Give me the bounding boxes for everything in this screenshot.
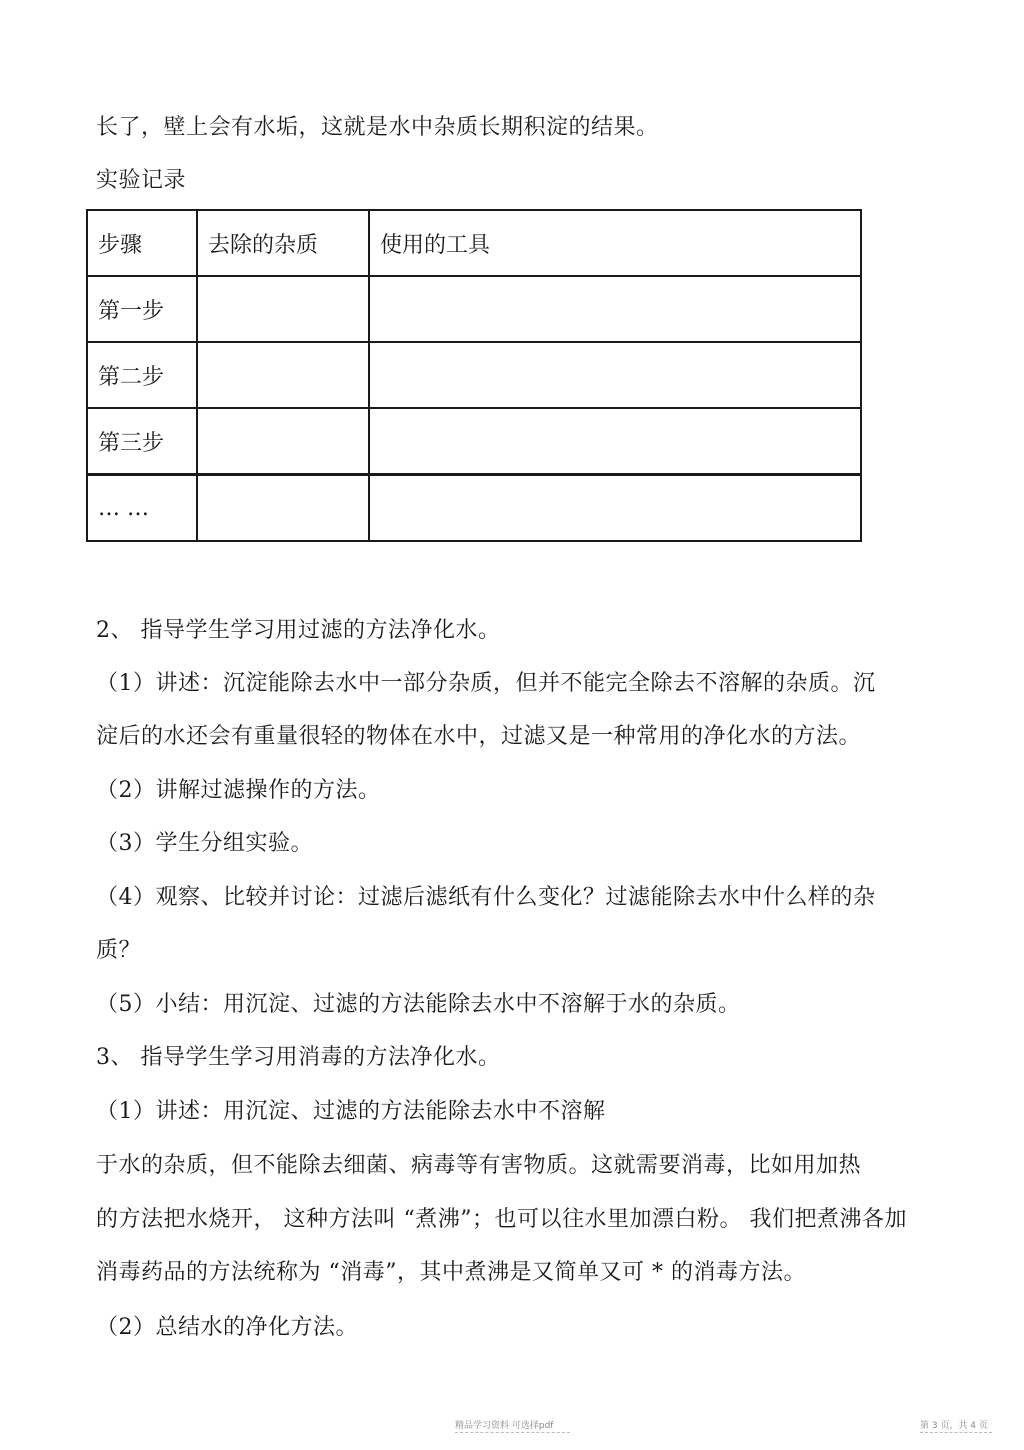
table-row — [87, 408, 861, 475]
step-cell: … … — [87, 475, 197, 542]
footer-divider — [455, 1432, 570, 1433]
tool-cell — [369, 408, 861, 475]
impurity-cell — [197, 342, 369, 408]
impurity-cell — [197, 276, 369, 342]
tool-cell — [369, 475, 861, 542]
table-row — [87, 276, 861, 342]
page-number: 第 3 页，共 4 页 — [920, 1421, 988, 1431]
text-line: 3、 指导学生学习用消毒的方法净化水。 — [96, 1045, 501, 1070]
text-line: （4）观察、比较并讨论：过滤后滤纸有什么变化？过滤能除去水中什么样的杂 — [96, 885, 876, 910]
text-line: 的方法把水烧开， 这种方法叫 “煮沸”；也可以往水里加漂白粉。 我们把煮沸各加 — [96, 1207, 907, 1232]
tool-cell — [369, 276, 861, 342]
experiment-record-table — [86, 209, 862, 542]
section-label: 实验记录 — [96, 168, 187, 193]
text-line: （1）讲述：用沉淀、过滤的方法能除去水中不溶解 — [96, 1099, 606, 1124]
text-line: （2）讲解过滤操作的方法。 — [96, 778, 381, 803]
table-row — [87, 475, 861, 542]
text-line: （1）讲述：沉淀能除去水中一部分杂质，但并不能完全除去不溶解的杂质。沉 — [96, 671, 876, 696]
step-cell: 第三步 — [87, 408, 197, 475]
text-line: 淀后的水还会有重量很轻的物体在水中，过滤又是一种常用的净化水的方法。 — [96, 724, 862, 749]
text-line: （2）总结水的净化方法。 — [96, 1315, 358, 1340]
tool-cell — [369, 342, 861, 408]
footer-divider — [920, 1432, 992, 1433]
text-line: 质？ — [96, 938, 142, 963]
text-line: 长了，壁上会有水垢，这就是水中杂质长期积淀的结果。 — [96, 115, 659, 140]
text-line: 2、 指导学生学习用过滤的方法净化水。 — [96, 618, 501, 643]
text-line: （5）小结：用沉淀、过滤的方法能除去水中不溶解于水的杂质。 — [96, 992, 741, 1017]
step-cell: 第二步 — [87, 342, 197, 408]
table-row — [87, 342, 861, 408]
footer-watermark: 精品学习资料 可选择pdf — [455, 1421, 554, 1431]
table-header-row — [87, 210, 861, 276]
header-cell: 使用的工具 — [369, 210, 861, 276]
header-cell: 步骤 — [87, 210, 197, 276]
impurity-cell — [197, 408, 369, 475]
text-line: （3）学生分组实验。 — [96, 831, 313, 856]
text-line: 于水的杂质，但不能除去细菌、病毒等有害物质。这就需要消毒，比如用加热 — [96, 1153, 862, 1178]
header-cell: 去除的杂质 — [197, 210, 369, 276]
step-cell: 第一步 — [87, 276, 197, 342]
text-line: 消毒药品的方法统称为 “消毒”，其中煮沸是又简单又可 * 的消毒方法。 — [96, 1260, 806, 1285]
impurity-cell — [197, 475, 369, 542]
